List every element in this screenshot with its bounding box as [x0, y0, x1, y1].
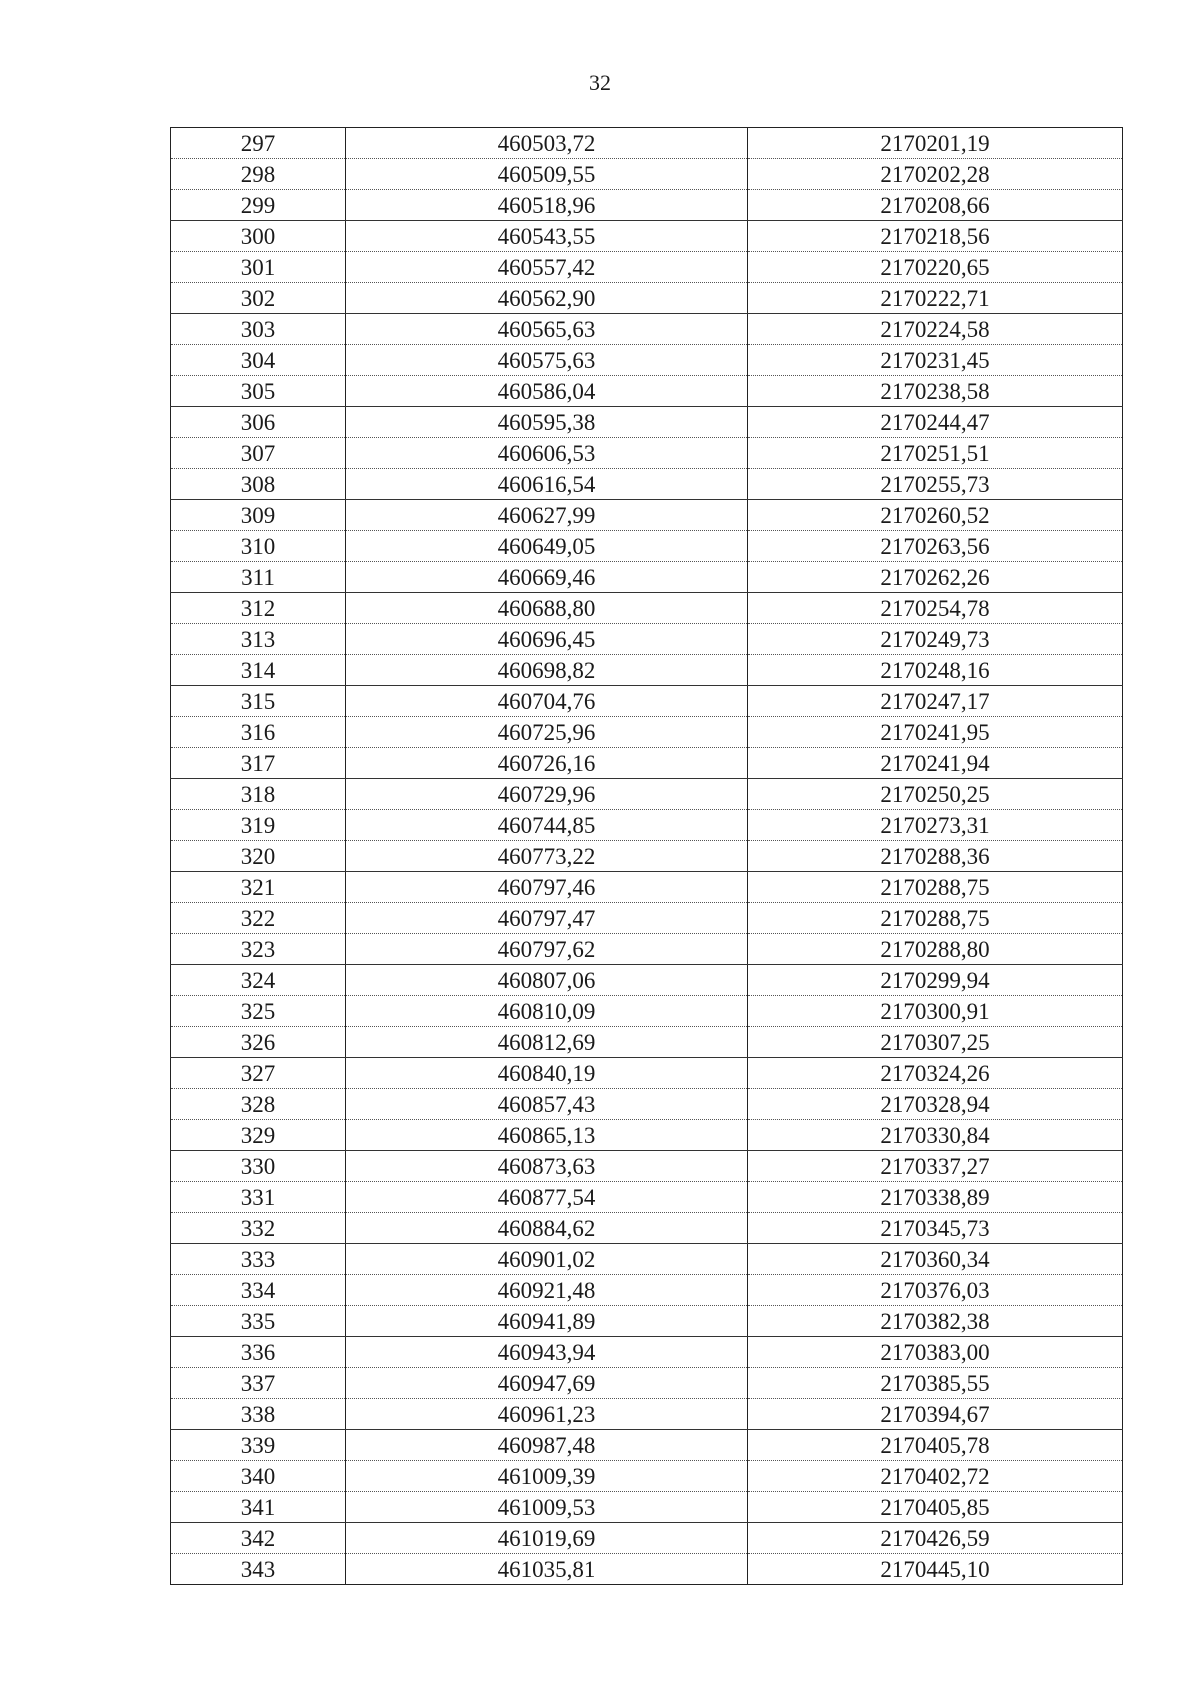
- y-coordinate-cell: 2170337,27: [748, 1151, 1123, 1182]
- y-coordinate-cell: 2170426,59: [748, 1523, 1123, 1554]
- y-coordinate-cell: 2170324,26: [748, 1058, 1123, 1089]
- y-coordinate-cell: 2170299,94: [748, 965, 1123, 996]
- y-coordinate-cell: 2170273,31: [748, 810, 1123, 841]
- y-coordinate-cell: 2170445,10: [748, 1554, 1123, 1585]
- point-number-cell: 307: [171, 438, 346, 469]
- y-coordinate-cell: 2170394,67: [748, 1399, 1123, 1430]
- x-coordinate-cell: 460725,96: [346, 717, 748, 748]
- y-coordinate-cell: 2170288,75: [748, 872, 1123, 903]
- x-coordinate-cell: 460773,22: [346, 841, 748, 872]
- point-number-cell: 306: [171, 407, 346, 438]
- point-number-cell: 320: [171, 841, 346, 872]
- table-row: [171, 1368, 1123, 1399]
- x-coordinate-cell: 460797,46: [346, 872, 748, 903]
- point-number-cell: 319: [171, 810, 346, 841]
- point-number-cell: 336: [171, 1337, 346, 1368]
- table-row: [171, 934, 1123, 965]
- table-row: [171, 996, 1123, 1027]
- table-row: [171, 1182, 1123, 1213]
- y-coordinate-cell: 2170288,75: [748, 903, 1123, 934]
- point-number-cell: 312: [171, 593, 346, 624]
- table-row: [171, 283, 1123, 314]
- point-number-cell: 334: [171, 1275, 346, 1306]
- y-coordinate-cell: 2170247,17: [748, 686, 1123, 717]
- y-coordinate-cell: 2170382,38: [748, 1306, 1123, 1337]
- coordinates-table-body: [171, 128, 1123, 1585]
- point-number-cell: 341: [171, 1492, 346, 1523]
- table-row: [171, 1027, 1123, 1058]
- x-coordinate-cell: 461009,53: [346, 1492, 748, 1523]
- x-coordinate-cell: 460503,72: [346, 128, 748, 159]
- point-number-cell: 331: [171, 1182, 346, 1213]
- y-coordinate-cell: 2170244,47: [748, 407, 1123, 438]
- x-coordinate-cell: 460987,48: [346, 1430, 748, 1461]
- table-row: [171, 1523, 1123, 1554]
- y-coordinate-cell: 2170241,94: [748, 748, 1123, 779]
- page-number: 32: [589, 70, 611, 95]
- y-coordinate-cell: 2170262,26: [748, 562, 1123, 593]
- y-coordinate-cell: 2170254,78: [748, 593, 1123, 624]
- x-coordinate-cell: 460744,85: [346, 810, 748, 841]
- y-coordinate-cell: 2170328,94: [748, 1089, 1123, 1120]
- table-row: [171, 1492, 1123, 1523]
- table-row: [171, 407, 1123, 438]
- point-number-cell: 314: [171, 655, 346, 686]
- x-coordinate-cell: 460649,05: [346, 531, 748, 562]
- table-row: [171, 686, 1123, 717]
- point-number-cell: 311: [171, 562, 346, 593]
- x-coordinate-cell: 460884,62: [346, 1213, 748, 1244]
- point-number-cell: 297: [171, 128, 346, 159]
- point-number-cell: 300: [171, 221, 346, 252]
- table-row: [171, 1554, 1123, 1585]
- y-coordinate-cell: 2170218,56: [748, 221, 1123, 252]
- y-coordinate-cell: 2170222,71: [748, 283, 1123, 314]
- x-coordinate-cell: 460704,76: [346, 686, 748, 717]
- y-coordinate-cell: 2170231,45: [748, 345, 1123, 376]
- point-number-cell: 299: [171, 190, 346, 221]
- table-row: [171, 1430, 1123, 1461]
- coordinates-table: [170, 127, 1123, 1585]
- table-row: [171, 1058, 1123, 1089]
- y-coordinate-cell: 2170360,34: [748, 1244, 1123, 1275]
- y-coordinate-cell: 2170345,73: [748, 1213, 1123, 1244]
- point-number-cell: 315: [171, 686, 346, 717]
- x-coordinate-cell: 460543,55: [346, 221, 748, 252]
- x-coordinate-cell: 460696,45: [346, 624, 748, 655]
- y-coordinate-cell: 2170263,56: [748, 531, 1123, 562]
- table-row: [171, 965, 1123, 996]
- y-coordinate-cell: 2170238,58: [748, 376, 1123, 407]
- point-number-cell: 317: [171, 748, 346, 779]
- x-coordinate-cell: 460810,09: [346, 996, 748, 1027]
- table-row: [171, 1089, 1123, 1120]
- x-coordinate-cell: 461035,81: [346, 1554, 748, 1585]
- table-row: [171, 872, 1123, 903]
- point-number-cell: 324: [171, 965, 346, 996]
- table-row: [171, 500, 1123, 531]
- x-coordinate-cell: 460669,46: [346, 562, 748, 593]
- x-coordinate-cell: 460947,69: [346, 1368, 748, 1399]
- point-number-cell: 343: [171, 1554, 346, 1585]
- x-coordinate-cell: 460726,16: [346, 748, 748, 779]
- x-coordinate-cell: 460797,62: [346, 934, 748, 965]
- table-row: [171, 376, 1123, 407]
- x-coordinate-cell: 460921,48: [346, 1275, 748, 1306]
- y-coordinate-cell: 2170249,73: [748, 624, 1123, 655]
- x-coordinate-cell: 460606,53: [346, 438, 748, 469]
- table-row: [171, 562, 1123, 593]
- x-coordinate-cell: 460557,42: [346, 252, 748, 283]
- point-number-cell: 328: [171, 1089, 346, 1120]
- x-coordinate-cell: 460873,63: [346, 1151, 748, 1182]
- point-number-cell: 326: [171, 1027, 346, 1058]
- point-number-cell: 321: [171, 872, 346, 903]
- table-row: [171, 1461, 1123, 1492]
- point-number-cell: 330: [171, 1151, 346, 1182]
- point-number-cell: 335: [171, 1306, 346, 1337]
- table-row: [171, 624, 1123, 655]
- table-row: [171, 1244, 1123, 1275]
- table-row: [171, 190, 1123, 221]
- y-coordinate-cell: 2170260,52: [748, 500, 1123, 531]
- y-coordinate-cell: 2170288,36: [748, 841, 1123, 872]
- table-row: [171, 1151, 1123, 1182]
- y-coordinate-cell: 2170330,84: [748, 1120, 1123, 1151]
- y-coordinate-cell: 2170248,16: [748, 655, 1123, 686]
- point-number-cell: 342: [171, 1523, 346, 1554]
- table-row: [171, 1275, 1123, 1306]
- y-coordinate-cell: 2170220,65: [748, 252, 1123, 283]
- y-coordinate-cell: 2170307,25: [748, 1027, 1123, 1058]
- x-coordinate-cell: 461019,69: [346, 1523, 748, 1554]
- point-number-cell: 305: [171, 376, 346, 407]
- x-coordinate-cell: 460698,82: [346, 655, 748, 686]
- point-number-cell: 304: [171, 345, 346, 376]
- point-number-cell: 302: [171, 283, 346, 314]
- table-row: [171, 1306, 1123, 1337]
- x-coordinate-cell: 460575,63: [346, 345, 748, 376]
- x-coordinate-cell: 461009,39: [346, 1461, 748, 1492]
- x-coordinate-cell: 460943,94: [346, 1337, 748, 1368]
- y-coordinate-cell: 2170405,85: [748, 1492, 1123, 1523]
- y-coordinate-cell: 2170405,78: [748, 1430, 1123, 1461]
- table-row: [171, 469, 1123, 500]
- y-coordinate-cell: 2170201,19: [748, 128, 1123, 159]
- y-coordinate-cell: 2170208,66: [748, 190, 1123, 221]
- x-coordinate-cell: 460807,06: [346, 965, 748, 996]
- x-coordinate-cell: 460812,69: [346, 1027, 748, 1058]
- point-number-cell: 323: [171, 934, 346, 965]
- x-coordinate-cell: 460877,54: [346, 1182, 748, 1213]
- x-coordinate-cell: 460518,96: [346, 190, 748, 221]
- x-coordinate-cell: 460729,96: [346, 779, 748, 810]
- table-row: [171, 748, 1123, 779]
- table-row: [171, 1337, 1123, 1368]
- table-row: [171, 810, 1123, 841]
- point-number-cell: 325: [171, 996, 346, 1027]
- x-coordinate-cell: 460865,13: [346, 1120, 748, 1151]
- y-coordinate-cell: 2170288,80: [748, 934, 1123, 965]
- point-number-cell: 322: [171, 903, 346, 934]
- y-coordinate-cell: 2170383,00: [748, 1337, 1123, 1368]
- table-row: [171, 903, 1123, 934]
- y-coordinate-cell: 2170376,03: [748, 1275, 1123, 1306]
- point-number-cell: 329: [171, 1120, 346, 1151]
- table-row: [171, 345, 1123, 376]
- y-coordinate-cell: 2170338,89: [748, 1182, 1123, 1213]
- y-coordinate-cell: 2170202,28: [748, 159, 1123, 190]
- table-row: [171, 159, 1123, 190]
- table-row: [171, 314, 1123, 345]
- point-number-cell: 298: [171, 159, 346, 190]
- point-number-cell: 340: [171, 1461, 346, 1492]
- point-number-cell: 333: [171, 1244, 346, 1275]
- y-coordinate-cell: 2170255,73: [748, 469, 1123, 500]
- point-number-cell: 338: [171, 1399, 346, 1430]
- x-coordinate-cell: 460562,90: [346, 283, 748, 314]
- x-coordinate-cell: 460616,54: [346, 469, 748, 500]
- table-row: [171, 128, 1123, 159]
- point-number-cell: 332: [171, 1213, 346, 1244]
- table-row: [171, 1213, 1123, 1244]
- point-number-cell: 308: [171, 469, 346, 500]
- table-row: [171, 655, 1123, 686]
- table-row: [171, 438, 1123, 469]
- point-number-cell: 303: [171, 314, 346, 345]
- x-coordinate-cell: 460595,38: [346, 407, 748, 438]
- table-row: [171, 779, 1123, 810]
- point-number-cell: 327: [171, 1058, 346, 1089]
- table-row: [171, 252, 1123, 283]
- point-number-cell: 301: [171, 252, 346, 283]
- x-coordinate-cell: 460857,43: [346, 1089, 748, 1120]
- point-number-cell: 309: [171, 500, 346, 531]
- point-number-cell: 337: [171, 1368, 346, 1399]
- x-coordinate-cell: 460840,19: [346, 1058, 748, 1089]
- y-coordinate-cell: 2170251,51: [748, 438, 1123, 469]
- point-number-cell: 310: [171, 531, 346, 562]
- x-coordinate-cell: 460586,04: [346, 376, 748, 407]
- table-row: [171, 1120, 1123, 1151]
- point-number-cell: 339: [171, 1430, 346, 1461]
- y-coordinate-cell: 2170300,91: [748, 996, 1123, 1027]
- table-row: [171, 593, 1123, 624]
- x-coordinate-cell: 460797,47: [346, 903, 748, 934]
- x-coordinate-cell: 460688,80: [346, 593, 748, 624]
- x-coordinate-cell: 460901,02: [346, 1244, 748, 1275]
- y-coordinate-cell: 2170224,58: [748, 314, 1123, 345]
- y-coordinate-cell: 2170241,95: [748, 717, 1123, 748]
- table-row: [171, 841, 1123, 872]
- table-row: [171, 221, 1123, 252]
- x-coordinate-cell: 460627,99: [346, 500, 748, 531]
- point-number-cell: 313: [171, 624, 346, 655]
- table-row: [171, 531, 1123, 562]
- y-coordinate-cell: 2170385,55: [748, 1368, 1123, 1399]
- x-coordinate-cell: 460961,23: [346, 1399, 748, 1430]
- x-coordinate-cell: 460941,89: [346, 1306, 748, 1337]
- y-coordinate-cell: 2170250,25: [748, 779, 1123, 810]
- table-row: [171, 717, 1123, 748]
- x-coordinate-cell: 460565,63: [346, 314, 748, 345]
- point-number-cell: 316: [171, 717, 346, 748]
- point-number-cell: 318: [171, 779, 346, 810]
- y-coordinate-cell: 2170402,72: [748, 1461, 1123, 1492]
- x-coordinate-cell: 460509,55: [346, 159, 748, 190]
- table-row: [171, 1399, 1123, 1430]
